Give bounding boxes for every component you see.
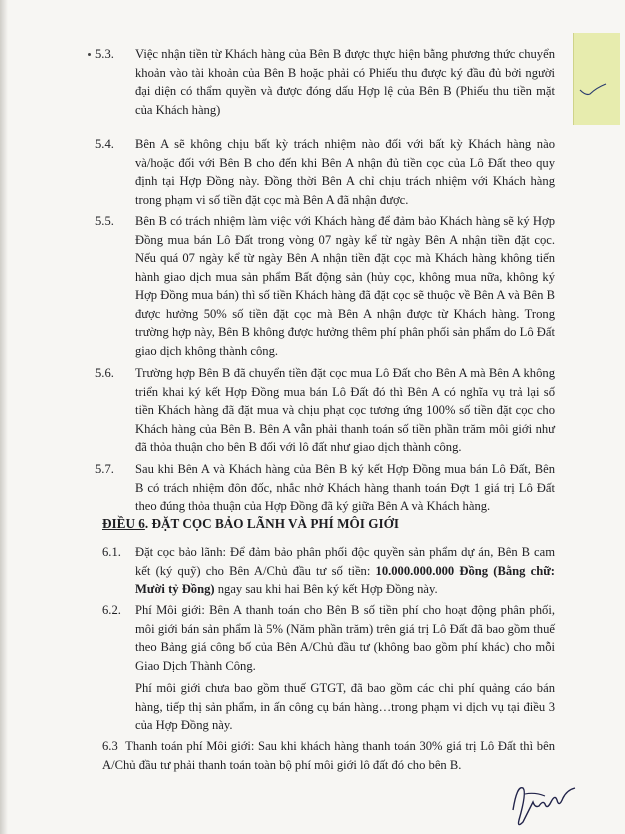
clause-text-part: Thanh toán phí Môi giới: Sau khi khách hàng thanh toán 30% giá trị Lô Đất thì bên A/Chủ đầu tư phải thanh toán toàn bộ phí môi giới lô đất đó cho bên B.	[102, 739, 555, 772]
article-6-heading	[102, 516, 399, 532]
article-title: . ĐẶT CỌC BẢO LÃNH VÀ PHÍ MÔI GIỚI	[144, 516, 400, 531]
clause-number: 6.2.	[102, 603, 121, 617]
clause-number: 5.6.	[95, 366, 114, 380]
clause-text-part: ngay sau khi hai Bên ký kết Hợp Đồng này.	[214, 582, 438, 596]
clause-text	[135, 543, 555, 599]
sticky-note-tab	[573, 33, 620, 125]
clause-6-3	[102, 737, 555, 774]
page-edge-shadow	[0, 0, 8, 834]
handwritten-signature	[505, 780, 580, 830]
bullet-dot	[88, 53, 91, 56]
clause-text: Trường hợp Bên B đã chuyển tiền đặt cọc mua Lô Đất cho Bên A mà Bên A không triển khai ký kết Hợp Đồng mua bán Lô Đất đó thì Bên A có nghĩa vụ trả lại số tiền Khách hàng đã đặt mua và chịu phạt cọc tương ứng 100% số tiền đặt cọc cho Khách hàng của Bên B. Bên A vẫn phải thanh toán số tiền phần trăm môi giới như đã thỏa thuận cho bên B đối với lô đất như giao dịch thành công.	[135, 366, 555, 454]
clause-text: Bên A sẽ không chịu bất kỳ trách nhiệm nào đối với bất kỳ Khách hàng nào và/hoặc đối với Bên B cho đến khi Bên A nhận đủ tiền cọc của Lô Đất theo quy định tại Hợp Đồng này. Đồng thời Bên A chỉ chịu trách nhiệm với Khách hàng trong phạm vi số tiền đặt cọc mà Bên A đã nhận được.	[135, 137, 555, 207]
clause-number: 5.7.	[95, 462, 114, 476]
clause-5-6	[95, 364, 555, 457]
clause-5-5	[95, 212, 555, 360]
clause-number: 5.3.	[95, 47, 114, 61]
article-label: ĐIỀU 6	[102, 516, 145, 531]
clause-number: 5.5.	[95, 214, 114, 228]
clause-number: 5.4.	[95, 137, 114, 151]
clause-number: 6.3	[102, 739, 118, 753]
clause-6-2	[102, 601, 555, 735]
clause-text-continued: Phí môi giới chưa bao gồm thuế GTGT, đã bao gồm các chi phí quảng cáo bán hàng, tiếp thị sản phẩm, in ấn công cụ bán hàng…trong phạm vi dịch vụ tại điều 3 của Hợp Đồng này.	[135, 681, 555, 732]
clause-text	[102, 737, 555, 774]
clause-text: Bên B có trách nhiệm làm việc với Khách hàng để đảm bảo Khách hàng sẽ ký Hợp Đồng mua bán Lô Đất trong vòng 07 ngày kể từ ngày Bên A nhận tiền đặt cọc. Nếu quá 07 ngày kể từ ngày Bên A nhận tiền đặt cọc mà Khách hàng không tiến hành giao dịch mua sản phẩm Bất động sản (hủy cọc, không mua nữa, không ký Hợp Đồng mua bán) thì số tiền Khách hàng đã đặt cọc sẽ thuộc về Bên A và Bên B được hưởng 50% số tiền đặt cọc mà Bên A nhận được từ Khách hàng. Trong trường hợp này, Bên B không được hưởng thêm phí phân phối sản phẩm do Lô Đất giao dịch không thành công.	[135, 214, 555, 358]
clause-text: Sau khi Bên A và Khách hàng của Bên B ký kết Hợp Đồng mua bán Lô Đất, Bên B có trách nhiệm đôn đốc, nhắc nhở Khách hàng thanh toán Đợt 1 giá trị Lô Đất theo đúng thỏa thuận của Hợp Đồng đã ký giữa Bên A và Khách hàng.	[135, 462, 555, 513]
clause-5-4	[95, 135, 555, 209]
clause-number: 6.1.	[102, 545, 121, 559]
clause-text: Việc nhận tiền từ Khách hàng của Bên B được thực hiện bằng phương thức chuyển khoản vào tài khoản của Bên B hoặc phải có Phiếu thu được ký đầu đủ bởi người đại diện có thẩm quyền và được đóng dấu Hợp lệ của Bên B (Phiếu thu tiền mặt của Khách hàng)	[135, 47, 555, 117]
deposit-amount: 10.000.000.000 Đồng (Bằng chữ: Mười tỷ Đồng)	[135, 563, 555, 596]
clause-text-part: Đặt cọc bảo lãnh: Để đảm bảo phân phối độc quyền sản phẩm dự án, Bên B cam kết (ký quỹ) cho Bên A/Chủ đầu tư số tiền:	[135, 545, 555, 578]
check-mark-icon	[578, 80, 608, 100]
clause-6-1	[102, 543, 555, 599]
clause-5-7	[95, 460, 555, 516]
clause-text: Phí Môi giới: Bên A thanh toán cho Bên B số tiền phí cho hoạt động phân phối, môi giới bán sản phẩm là 5% (Năm phần trăm) trên giá trị Lô Đất đã bao gồm thuế theo Bảng giá công bố của Bên A/Chủ đầu tư (không bao gồm phí khác) cho mỗi Giao Dịch Thành Công.	[135, 603, 555, 673]
clause-5-3	[95, 45, 555, 119]
